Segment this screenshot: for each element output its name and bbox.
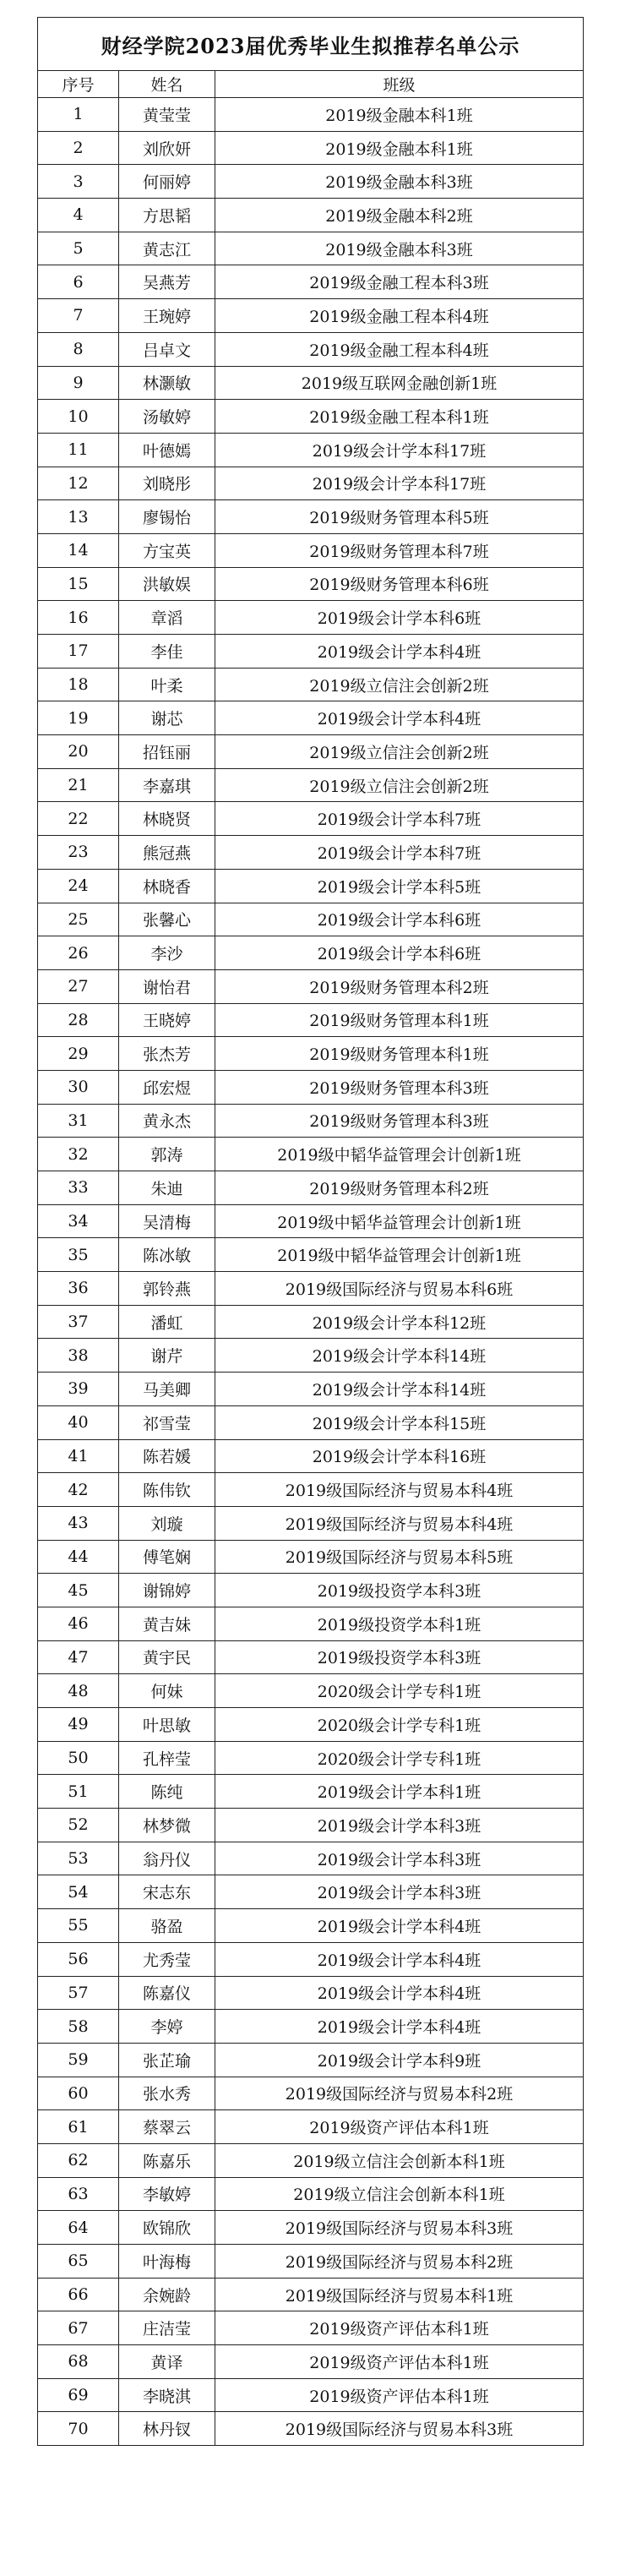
- row-name: 李婷: [119, 2010, 215, 2044]
- row-name: 黄永杰: [119, 1104, 215, 1138]
- row-index: 47: [38, 1640, 119, 1674]
- row-index: 21: [38, 768, 119, 802]
- table-row: [38, 2143, 584, 2177]
- row-index: 70: [38, 2412, 119, 2446]
- row-index: 42: [38, 1473, 119, 1507]
- table-row: [38, 1171, 584, 1205]
- row-name: 刘晓彤: [119, 467, 215, 500]
- row-class: 2019级金融本科2班: [215, 199, 584, 232]
- row-class: 2019级会计学本科7班: [215, 836, 584, 870]
- table-row: [38, 1003, 584, 1037]
- table-row: [38, 1204, 584, 1238]
- row-name: 黄志江: [119, 232, 215, 265]
- row-class: 2019级投资学本科1班: [215, 1607, 584, 1640]
- table-row: [38, 1305, 584, 1339]
- table-row: [38, 1238, 584, 1272]
- row-name: 黄译: [119, 2345, 215, 2379]
- table-row: [38, 433, 584, 467]
- row-index: 26: [38, 936, 119, 970]
- row-class: 2019级会计学本科9班: [215, 2043, 584, 2077]
- row-index: 38: [38, 1339, 119, 1373]
- row-class: 2019级会计学本科6班: [215, 903, 584, 936]
- row-index: 29: [38, 1037, 119, 1071]
- row-name: 方宝英: [119, 533, 215, 567]
- row-class: 2019级会计学本科3班: [215, 1809, 584, 1842]
- header-name: 姓名: [119, 71, 215, 98]
- row-index: 34: [38, 1204, 119, 1238]
- row-index: 45: [38, 1574, 119, 1607]
- row-index: 59: [38, 2043, 119, 2077]
- table-row: [38, 1540, 584, 1574]
- table-row: [38, 1138, 584, 1171]
- row-class: 2019级国际经济与贸易本科4班: [215, 1506, 584, 1540]
- table-row: [38, 2245, 584, 2279]
- row-class: 2019级金融本科1班: [215, 131, 584, 165]
- row-index: 36: [38, 1272, 119, 1306]
- row-class: 2019级会计学本科4班: [215, 1942, 584, 1976]
- table-row: [38, 1809, 584, 1842]
- table-row: [38, 701, 584, 735]
- row-name: 汤敏婷: [119, 400, 215, 434]
- row-name: 李佳: [119, 635, 215, 669]
- document-page: [37, 17, 583, 2446]
- table-row: [38, 2110, 584, 2144]
- row-class: 2019级资产评估本科1班: [215, 2110, 584, 2144]
- row-class: 2019级中韬华益管理会计创新1班: [215, 1238, 584, 1272]
- row-name: 林梦微: [119, 1809, 215, 1842]
- table-row: [38, 533, 584, 567]
- row-name: 林灏敏: [119, 366, 215, 400]
- row-name: 林丹钗: [119, 2412, 215, 2446]
- row-name: 李敏婷: [119, 2177, 215, 2211]
- row-name: 叶思敏: [119, 1708, 215, 1742]
- row-index: 7: [38, 299, 119, 333]
- table-row: [38, 1439, 584, 1473]
- row-name: 黄莹莹: [119, 98, 215, 132]
- row-index: 4: [38, 199, 119, 232]
- row-index: 44: [38, 1540, 119, 1574]
- table-row: [38, 1741, 584, 1775]
- row-index: 37: [38, 1305, 119, 1339]
- row-class: 2019级国际经济与贸易本科1班: [215, 2278, 584, 2311]
- row-name: 陈若媛: [119, 1439, 215, 1473]
- table-row: [38, 165, 584, 199]
- row-index: 11: [38, 433, 119, 467]
- row-index: 41: [38, 1439, 119, 1473]
- row-name: 陈纯: [119, 1775, 215, 1809]
- row-index: 3: [38, 165, 119, 199]
- row-name: 吕卓文: [119, 332, 215, 366]
- table-row: [38, 332, 584, 366]
- row-class: 2020级会计学专科1班: [215, 1708, 584, 1742]
- row-name: 刘欣妍: [119, 131, 215, 165]
- table-row: [38, 1708, 584, 1742]
- row-name: 谢芯: [119, 701, 215, 735]
- row-class: 2019级金融工程本科4班: [215, 332, 584, 366]
- table-row: [38, 1875, 584, 1909]
- row-class: 2019级财务管理本科2班: [215, 969, 584, 1003]
- table-row: [38, 1976, 584, 2010]
- row-class: 2019级会计学本科3班: [215, 1875, 584, 1909]
- row-index: 64: [38, 2211, 119, 2245]
- table-row: [38, 1070, 584, 1104]
- row-index: 2: [38, 131, 119, 165]
- row-class: 2019级会计学本科12班: [215, 1305, 584, 1339]
- row-name: 张馨心: [119, 903, 215, 936]
- row-index: 55: [38, 1909, 119, 1943]
- row-index: 31: [38, 1104, 119, 1138]
- row-class: 2019级财务管理本科7班: [215, 533, 584, 567]
- row-class: 2019级财务管理本科6班: [215, 567, 584, 601]
- row-class: 2019级立信注会创新2班: [215, 768, 584, 802]
- table-row: [38, 2345, 584, 2379]
- table-row: [38, 869, 584, 903]
- row-index: 66: [38, 2278, 119, 2311]
- table-row: [38, 601, 584, 635]
- row-index: 68: [38, 2345, 119, 2379]
- row-name: 叶海梅: [119, 2245, 215, 2279]
- row-index: 39: [38, 1373, 119, 1406]
- table-row: [38, 1339, 584, 1373]
- row-index: 61: [38, 2110, 119, 2144]
- row-class: 2019级中韬华益管理会计创新1班: [215, 1204, 584, 1238]
- row-class: 2019级金融工程本科4班: [215, 299, 584, 333]
- table-body: [38, 98, 584, 2446]
- row-class: 2019级资产评估本科1班: [215, 2311, 584, 2345]
- table-row: [38, 1473, 584, 1507]
- row-class: 2019级会计学本科16班: [215, 1439, 584, 1473]
- row-index: 5: [38, 232, 119, 265]
- table-row: [38, 802, 584, 836]
- row-class: 2019级国际经济与贸易本科6班: [215, 1272, 584, 1306]
- row-class: 2019级立信注会创新2班: [215, 668, 584, 701]
- row-name: 翁丹仪: [119, 1842, 215, 1875]
- table-row: [38, 1640, 584, 1674]
- row-index: 20: [38, 735, 119, 769]
- table-row: [38, 1272, 584, 1306]
- row-index: 9: [38, 366, 119, 400]
- table-row: [38, 567, 584, 601]
- row-class: 2019级中韬华益管理会计创新1班: [215, 1138, 584, 1171]
- row-name: 郭涛: [119, 1138, 215, 1171]
- row-name: 朱迪: [119, 1171, 215, 1205]
- row-name: 孔梓莹: [119, 1741, 215, 1775]
- row-class: 2019级财务管理本科5班: [215, 500, 584, 534]
- row-class: 2019级会计学本科7班: [215, 802, 584, 836]
- row-name: 祁雪莹: [119, 1405, 215, 1439]
- row-name: 尤秀莹: [119, 1942, 215, 1976]
- row-class: 2019级金融本科3班: [215, 165, 584, 199]
- table-row: [38, 1373, 584, 1406]
- row-class: 2019级会计学本科1班: [215, 1775, 584, 1809]
- row-class: 2019级会计学本科5班: [215, 869, 584, 903]
- table-row: [38, 1574, 584, 1607]
- row-class: 2019级国际经济与贸易本科4班: [215, 1473, 584, 1507]
- row-class: 2019级金融本科1班: [215, 98, 584, 132]
- row-name: 王琬婷: [119, 299, 215, 333]
- row-name: 宋志东: [119, 1875, 215, 1909]
- row-class: 2019级立信注会创新本科1班: [215, 2177, 584, 2211]
- row-index: 19: [38, 701, 119, 735]
- row-class: 2019级财务管理本科1班: [215, 1003, 584, 1037]
- header-row: [38, 71, 584, 98]
- row-index: 1: [38, 98, 119, 132]
- row-name: 吴清梅: [119, 1204, 215, 1238]
- table-row: [38, 1506, 584, 1540]
- row-index: 8: [38, 332, 119, 366]
- nominee-table: [37, 17, 584, 2446]
- row-name: 吴燕芳: [119, 265, 215, 299]
- row-index: 52: [38, 1809, 119, 1842]
- table-row: [38, 500, 584, 534]
- header-index: 序号: [38, 71, 119, 98]
- row-index: 18: [38, 668, 119, 701]
- row-index: 12: [38, 467, 119, 500]
- row-name: 余婉龄: [119, 2278, 215, 2311]
- row-name: 陈嘉仪: [119, 1976, 215, 2010]
- row-index: 14: [38, 533, 119, 567]
- row-name: 刘璇: [119, 1506, 215, 1540]
- row-index: 10: [38, 400, 119, 434]
- row-name: 傅笔娴: [119, 1540, 215, 1574]
- row-index: 17: [38, 635, 119, 669]
- row-index: 22: [38, 802, 119, 836]
- row-name: 何妹: [119, 1674, 215, 1708]
- row-index: 6: [38, 265, 119, 299]
- row-class: 2019级国际经济与贸易本科3班: [215, 2412, 584, 2446]
- table-row: [38, 1842, 584, 1875]
- row-name: 廖锡怡: [119, 500, 215, 534]
- row-name: 马美卿: [119, 1373, 215, 1406]
- row-name: 庄洁莹: [119, 2311, 215, 2345]
- row-name: 林晓香: [119, 869, 215, 903]
- table-row: [38, 1607, 584, 1640]
- table-row: [38, 2412, 584, 2446]
- row-index: 30: [38, 1070, 119, 1104]
- row-class: 2019级会计学本科6班: [215, 601, 584, 635]
- row-class: 2019级国际经济与贸易本科5班: [215, 1540, 584, 1574]
- table-row: [38, 199, 584, 232]
- table-row: [38, 2043, 584, 2077]
- row-name: 叶德嫣: [119, 433, 215, 467]
- row-name: 李沙: [119, 936, 215, 970]
- table-row: [38, 400, 584, 434]
- row-class: 2019级财务管理本科3班: [215, 1104, 584, 1138]
- table-row: [38, 903, 584, 936]
- row-name: 章滔: [119, 601, 215, 635]
- row-name: 谢怡君: [119, 969, 215, 1003]
- table-row: [38, 467, 584, 500]
- row-name: 洪敏娱: [119, 567, 215, 601]
- table-row: [38, 1909, 584, 1943]
- table-row: [38, 635, 584, 669]
- row-index: 53: [38, 1842, 119, 1875]
- row-class: 2019级国际经济与贸易本科3班: [215, 2211, 584, 2245]
- row-class: 2019级会计学本科4班: [215, 701, 584, 735]
- row-class: 2019级资产评估本科1班: [215, 2345, 584, 2379]
- row-name: 何丽婷: [119, 165, 215, 199]
- row-name: 陈嘉乐: [119, 2143, 215, 2177]
- row-class: 2019级会计学本科4班: [215, 635, 584, 669]
- row-index: 24: [38, 869, 119, 903]
- row-index: 46: [38, 1607, 119, 1640]
- table-row: [38, 232, 584, 265]
- row-class: 2020级会计学专科1班: [215, 1741, 584, 1775]
- row-class: 2019级会计学本科3班: [215, 1842, 584, 1875]
- row-name: 叶柔: [119, 668, 215, 701]
- row-index: 48: [38, 1674, 119, 1708]
- row-index: 40: [38, 1405, 119, 1439]
- row-name: 潘虹: [119, 1305, 215, 1339]
- row-name: 林晓贤: [119, 802, 215, 836]
- table-row: [38, 1037, 584, 1071]
- row-class: 2019级投资学本科3班: [215, 1640, 584, 1674]
- row-index: 51: [38, 1775, 119, 1809]
- row-class: 2019级会计学本科4班: [215, 1976, 584, 2010]
- row-index: 49: [38, 1708, 119, 1742]
- row-index: 23: [38, 836, 119, 870]
- row-class: 2020级会计学专科1班: [215, 1674, 584, 1708]
- table-title: 财经学院2023届优秀毕业生拟推荐名单公示: [38, 18, 584, 71]
- row-name: 李晓淇: [119, 2378, 215, 2412]
- row-class: 2019级会计学本科6班: [215, 936, 584, 970]
- row-name: 张杰芳: [119, 1037, 215, 1071]
- row-name: 陈冰敏: [119, 1238, 215, 1272]
- row-class: 2019级互联网金融创新1班: [215, 366, 584, 400]
- table-row: [38, 2378, 584, 2412]
- row-name: 方思韬: [119, 199, 215, 232]
- row-index: 69: [38, 2378, 119, 2412]
- row-index: 65: [38, 2245, 119, 2279]
- row-class: 2019级会计学本科17班: [215, 433, 584, 467]
- row-class: 2019级立信注会创新2班: [215, 735, 584, 769]
- row-index: 16: [38, 601, 119, 635]
- row-class: 2019级会计学本科14班: [215, 1339, 584, 1373]
- row-index: 32: [38, 1138, 119, 1171]
- row-name: 蔡翠云: [119, 2110, 215, 2144]
- row-class: 2019级资产评估本科1班: [215, 2378, 584, 2412]
- table-row: [38, 2077, 584, 2110]
- row-index: 43: [38, 1506, 119, 1540]
- table-row: [38, 969, 584, 1003]
- row-index: 50: [38, 1741, 119, 1775]
- row-index: 57: [38, 1976, 119, 2010]
- row-index: 60: [38, 2077, 119, 2110]
- row-name: 骆盈: [119, 1909, 215, 1943]
- table-row: [38, 668, 584, 701]
- row-name: 王晓婷: [119, 1003, 215, 1037]
- table-row: [38, 366, 584, 400]
- table-row: [38, 2177, 584, 2211]
- row-class: 2019级会计学本科17班: [215, 467, 584, 500]
- table-row: [38, 98, 584, 132]
- row-index: 62: [38, 2143, 119, 2177]
- row-name: 李嘉琪: [119, 768, 215, 802]
- row-class: 2019级国际经济与贸易本科2班: [215, 2077, 584, 2110]
- table-row: [38, 1104, 584, 1138]
- row-name: 欧锦欣: [119, 2211, 215, 2245]
- row-class: 2019级财务管理本科3班: [215, 1070, 584, 1104]
- row-index: 13: [38, 500, 119, 534]
- row-index: 56: [38, 1942, 119, 1976]
- table-row: [38, 265, 584, 299]
- row-name: 郭铃燕: [119, 1272, 215, 1306]
- title-row: [38, 18, 584, 71]
- row-class: 2019级会计学本科14班: [215, 1373, 584, 1406]
- row-name: 张芷瑜: [119, 2043, 215, 2077]
- row-index: 28: [38, 1003, 119, 1037]
- table-row: [38, 131, 584, 165]
- row-class: 2019级财务管理本科1班: [215, 1037, 584, 1071]
- row-name: 张水秀: [119, 2077, 215, 2110]
- row-index: 15: [38, 567, 119, 601]
- row-index: 54: [38, 1875, 119, 1909]
- row-class: 2019级会计学本科4班: [215, 1909, 584, 1943]
- row-index: 67: [38, 2311, 119, 2345]
- table-row: [38, 735, 584, 769]
- header-class: 班级: [215, 71, 584, 98]
- table-row: [38, 2211, 584, 2245]
- row-class: 2019级投资学本科3班: [215, 1574, 584, 1607]
- row-class: 2019级国际经济与贸易本科2班: [215, 2245, 584, 2279]
- row-index: 27: [38, 969, 119, 1003]
- row-name: 邱宏煜: [119, 1070, 215, 1104]
- table-row: [38, 1674, 584, 1708]
- row-class: 2019级会计学本科4班: [215, 2010, 584, 2044]
- row-index: 35: [38, 1238, 119, 1272]
- table-row: [38, 2010, 584, 2044]
- table-row: [38, 2278, 584, 2311]
- table-row: [38, 768, 584, 802]
- row-index: 58: [38, 2010, 119, 2044]
- row-name: 招钰丽: [119, 735, 215, 769]
- row-class: 2019级金融工程本科1班: [215, 400, 584, 434]
- table-row: [38, 936, 584, 970]
- row-class: 2019级金融本科3班: [215, 232, 584, 265]
- row-name: 黄宇民: [119, 1640, 215, 1674]
- row-name: 黄吉妹: [119, 1607, 215, 1640]
- row-name: 谢芹: [119, 1339, 215, 1373]
- table-row: [38, 1942, 584, 1976]
- row-class: 2019级立信注会创新本科1班: [215, 2143, 584, 2177]
- table-row: [38, 2311, 584, 2345]
- row-index: 63: [38, 2177, 119, 2211]
- row-class: 2019级财务管理本科2班: [215, 1171, 584, 1205]
- row-name: 谢锦婷: [119, 1574, 215, 1607]
- table-row: [38, 836, 584, 870]
- row-name: 熊冠燕: [119, 836, 215, 870]
- table-row: [38, 1775, 584, 1809]
- row-class: 2019级金融工程本科3班: [215, 265, 584, 299]
- row-index: 33: [38, 1171, 119, 1205]
- row-class: 2019级会计学本科15班: [215, 1405, 584, 1439]
- row-index: 25: [38, 903, 119, 936]
- row-name: 陈伟钦: [119, 1473, 215, 1507]
- table-row: [38, 1405, 584, 1439]
- table-row: [38, 299, 584, 333]
